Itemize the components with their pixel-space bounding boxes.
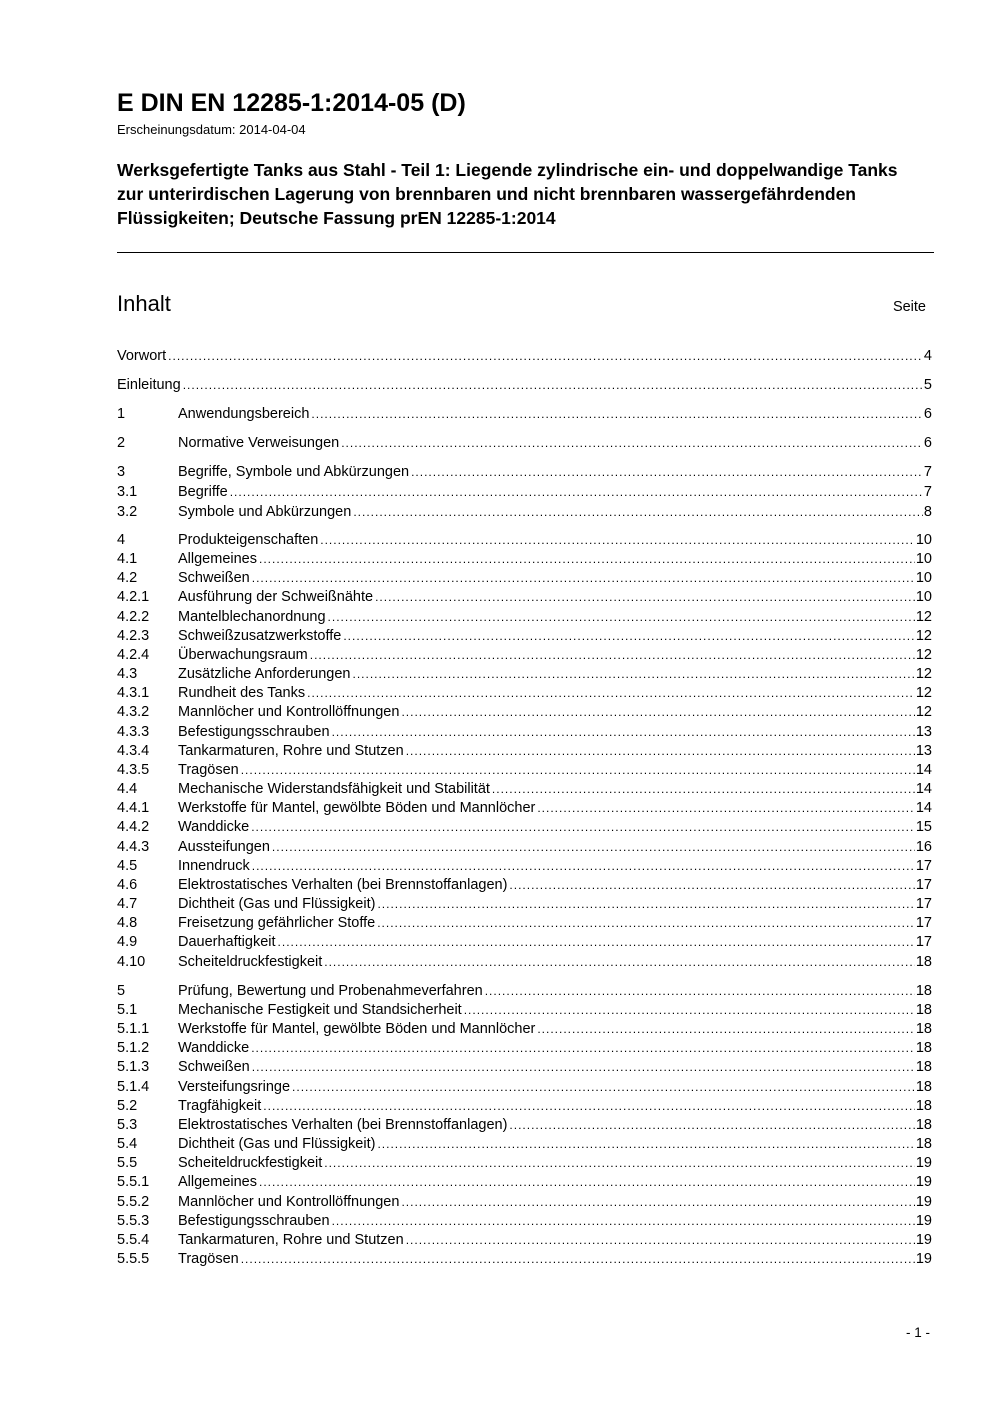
toc-entry-title: Scheiteldruckfestigkeit: [178, 1155, 323, 1171]
toc-entry-number: 4.2.1: [117, 589, 150, 605]
toc-entry-title: Ausführung der Schweißnähte: [178, 589, 374, 605]
toc-entry[interactable]: [117, 818, 932, 837]
toc-dot-leader: [375, 588, 915, 607]
toc-dot-leader: [343, 627, 915, 646]
toc-entry-number: 4.1: [117, 551, 138, 567]
toc-entry[interactable]: [117, 1135, 932, 1154]
toc-entry-title: Tragösen: [178, 762, 239, 778]
toc-entry[interactable]: [117, 780, 932, 799]
toc-entry[interactable]: [117, 857, 932, 876]
toc-entry[interactable]: [117, 838, 932, 857]
toc-entry-number: 1: [117, 406, 126, 422]
toc-entry-number: 4.2.3: [117, 628, 150, 644]
toc-dot-leader: [241, 1250, 915, 1269]
toc-entry-page: 7: [923, 464, 932, 480]
title-divider: [117, 252, 934, 253]
toc-dot-leader: [252, 569, 915, 588]
toc-entry[interactable]: [117, 895, 932, 914]
toc-entry-number: 4.2: [117, 570, 138, 586]
toc-entry-number: 4.6: [117, 877, 138, 893]
toc-dot-leader: [320, 531, 915, 550]
toc-entry-number: 4.2.4: [117, 647, 150, 663]
toc-entry-page: 18: [915, 1021, 932, 1037]
toc-entry-page: 12: [915, 704, 932, 720]
toc-entry-title: Tragösen: [178, 1251, 239, 1267]
toc-dot-leader: [328, 608, 915, 627]
toc-entry-page: 19: [915, 1155, 932, 1171]
toc-entry-title: Dauerhaftigkeit: [178, 934, 276, 950]
toc-dot-leader: [411, 463, 923, 482]
toc-entry-title: Wanddicke: [178, 819, 250, 835]
toc-entry-title: Aussteifungen: [178, 839, 270, 855]
toc-entry-page: 12: [915, 609, 932, 625]
toc-entry-page: 18: [915, 983, 932, 999]
toc-entry-number: 5.1.4: [117, 1079, 150, 1095]
toc-page-column-label: Seite: [892, 299, 926, 315]
toc-entry[interactable]: [117, 463, 932, 482]
toc-entry-page: 19: [915, 1194, 932, 1210]
toc-entry-title: Schweißen: [178, 570, 250, 586]
toc-entry-page: 18: [915, 1098, 932, 1114]
toc-entry-number: 4.3.5: [117, 762, 150, 778]
toc-entry[interactable]: [117, 531, 932, 550]
toc-entry-page: 13: [915, 743, 932, 759]
toc-entry[interactable]: [117, 953, 932, 972]
toc-entry-title: Begriffe: [178, 484, 228, 500]
toc-entry-title: Mechanische Festigkeit und Standsicherheit: [178, 1002, 462, 1018]
toc-entry-title: Werkstoffe für Mantel, gewölbte Böden und Mannlöcher: [178, 1021, 536, 1037]
toc-entry-number: 4.3.3: [117, 724, 150, 740]
toc-entry-title: Prüfung, Bewertung und Probenahmeverfahren: [178, 983, 483, 999]
toc-entry-number: 5.5.3: [117, 1213, 150, 1229]
toc-entry-number: 5.5.1: [117, 1174, 150, 1190]
toc-entry[interactable]: [117, 684, 932, 703]
toc-entry-number: 4.9: [117, 934, 138, 950]
toc-entry-page: 18: [915, 1136, 932, 1152]
toc-dot-leader: [377, 1135, 914, 1154]
toc-dot-leader: [353, 665, 915, 684]
toc-dot-leader: [341, 434, 923, 453]
toc-entry-page: 6: [923, 435, 932, 451]
toc-entry-page: 10: [915, 551, 932, 567]
toc-entry-title: Allgemeines: [178, 551, 257, 567]
toc-entry-number: 3.2: [117, 504, 138, 520]
toc-entry-title: Tankarmaturen, Rohre und Stutzen: [178, 1232, 404, 1248]
toc-entry[interactable]: [117, 1097, 932, 1116]
toc-entry-page: 5: [923, 377, 932, 393]
toc-entry-number: 5.5.5: [117, 1251, 150, 1267]
toc-entry-page: 13: [915, 724, 932, 740]
toc-entry[interactable]: [117, 405, 932, 424]
toc-entry[interactable]: [117, 503, 932, 522]
toc-entry-page: 12: [915, 628, 932, 644]
toc-entry[interactable]: [117, 1250, 932, 1269]
toc-dot-leader: [509, 1116, 914, 1135]
document-title: Werksgefertigte Tanks aus Stahl - Teil 1: Liegende zylindrische ein- und doppelwandige Tanks zur unterirdischen Lagerung von brennbaren und nicht brennbaren wassergefährdenden Flüssigkeiten; Deutsche Fassung prEN 12285-1:2014: [117, 160, 898, 228]
toc-entry[interactable]: [117, 376, 932, 395]
toc-dot-leader: [272, 838, 915, 857]
toc-entry-page: 17: [915, 915, 932, 931]
toc-entry-number: 5.5.4: [117, 1232, 150, 1248]
toc-dot-leader: [406, 742, 915, 761]
toc-entry-page: 17: [915, 877, 932, 893]
toc-dot-leader: [406, 1231, 915, 1250]
toc-entry[interactable]: [117, 588, 932, 607]
toc-entry-number: 5.4: [117, 1136, 138, 1152]
toc-entry-page: 14: [915, 781, 932, 797]
toc-entry-page: 18: [915, 1059, 932, 1075]
toc-entry-title: Vorwort: [117, 348, 167, 364]
toc-dot-leader: [509, 876, 914, 895]
toc-dot-leader: [263, 1097, 915, 1116]
toc-dot-leader: [168, 347, 923, 366]
toc-entry-title: Versteifungsringe: [178, 1079, 291, 1095]
toc-dot-leader: [324, 953, 915, 972]
toc-entry-page: 18: [915, 954, 932, 970]
toc-entry-number: 4.2.2: [117, 609, 150, 625]
toc-entry[interactable]: [117, 914, 932, 933]
toc-entry-number: 4.3.1: [117, 685, 150, 701]
toc-entry-number: 5.1.2: [117, 1040, 150, 1056]
toc-entry-page: 19: [915, 1251, 932, 1267]
toc-entry-title: Scheiteldruckfestigkeit: [178, 954, 323, 970]
toc-entry-number: 4.10: [117, 954, 146, 970]
toc-entry-number: 4.3.2: [117, 704, 150, 720]
toc-entry-number: 4.7: [117, 896, 138, 912]
toc-entry-title: Mannlöcher und Kontrollöffnungen: [178, 704, 400, 720]
toc-dot-leader: [251, 1039, 915, 1058]
toc-entry-title: Überwachungsraum: [178, 647, 308, 663]
document-id: E DIN EN 12285-1:2014-05 (D): [117, 89, 466, 117]
toc-entry-title: Einleitung: [117, 377, 181, 393]
toc-entry-page: 12: [915, 685, 932, 701]
toc-entry-number: 4: [117, 532, 126, 548]
toc-dot-leader: [485, 982, 915, 1001]
toc-entry-number: 4.4: [117, 781, 138, 797]
toc-entry[interactable]: [117, 483, 932, 502]
toc-entry-title: Rundheit des Tanks: [178, 685, 306, 701]
toc-entry-number: 5: [117, 983, 126, 999]
toc-entry-number: 4.4.1: [117, 800, 150, 816]
toc-entry-title: Tragfähigkeit: [178, 1098, 262, 1114]
toc-entry-number: 3.1: [117, 484, 138, 500]
toc-entry[interactable]: [117, 1039, 932, 1058]
toc-entry-page: 7: [923, 484, 932, 500]
toc-entry-page: 19: [915, 1232, 932, 1248]
toc-dot-leader: [311, 405, 923, 424]
toc-dot-leader: [377, 914, 915, 933]
toc-dot-leader: [332, 1212, 915, 1231]
toc-entry-title: Dichtheit (Gas und Flüssigkeit): [178, 1136, 376, 1152]
toc-entry[interactable]: [117, 434, 932, 453]
toc-entry[interactable]: [117, 799, 932, 818]
toc-entry-title: Normative Verweisungen: [178, 435, 340, 451]
toc-dot-leader: [353, 503, 923, 522]
toc-entry[interactable]: [117, 1173, 932, 1192]
toc-entry[interactable]: [117, 703, 932, 722]
toc-entry-number: 4.4.3: [117, 839, 150, 855]
toc-entry[interactable]: [117, 1154, 932, 1173]
toc-entry[interactable]: [117, 876, 932, 895]
toc-dot-leader: [377, 895, 914, 914]
toc-entry[interactable]: [117, 1212, 932, 1231]
toc-dot-leader: [537, 799, 915, 818]
toc-entry-page: 16: [915, 839, 932, 855]
toc-entry-number: 4.5: [117, 858, 138, 874]
toc-entry-page: 4: [923, 348, 932, 364]
toc-dot-leader: [230, 483, 923, 502]
toc-entry[interactable]: [117, 1020, 932, 1039]
toc-entry-title: Zusätzliche Anforderungen: [178, 666, 351, 682]
toc-entry-page: 8: [923, 504, 932, 520]
toc-entry-title: Werkstoffe für Mantel, gewölbte Böden und Mannlöcher: [178, 800, 536, 816]
publication-date: Erscheinungsdatum: 2014-04-04: [117, 122, 306, 137]
toc-entry[interactable]: [117, 1116, 932, 1135]
toc-entry-number: 4.3.4: [117, 743, 150, 759]
toc-entry-title: Schweißzusatzwerkstoffe: [178, 628, 342, 644]
toc-entry-number: 2: [117, 435, 126, 451]
toc-entry-title: Dichtheit (Gas und Flüssigkeit): [178, 896, 376, 912]
toc-dot-leader: [324, 1154, 915, 1173]
toc-entry-number: 4.8: [117, 915, 138, 931]
toc-entry-page: 18: [915, 1079, 932, 1095]
toc-dot-leader: [401, 1193, 914, 1212]
toc-dot-leader: [252, 1058, 915, 1077]
toc-entry-page: 6: [923, 406, 932, 422]
toc-entry-number: 3: [117, 464, 126, 480]
toc-entry-title: Mechanische Widerstandsfähigkeit und Stabilität: [178, 781, 490, 797]
toc-entry[interactable]: [117, 665, 932, 684]
toc-entry-page: 12: [915, 666, 932, 682]
toc-entry[interactable]: [117, 1001, 932, 1020]
toc-entry-title: Tankarmaturen, Rohre und Stutzen: [178, 743, 404, 759]
toc-entry-title: Elektrostatisches Verhalten (bei Brennstoffanlagen): [178, 1117, 508, 1133]
toc-entry-title: Befestigungsschrauben: [178, 1213, 330, 1229]
toc-dot-leader: [292, 1078, 915, 1097]
toc-dot-leader: [251, 818, 915, 837]
toc-entry-title: Mannlöcher und Kontrollöffnungen: [178, 1194, 400, 1210]
toc-dot-leader: [241, 761, 915, 780]
toc-entry-page: 10: [915, 570, 932, 586]
toc-entry-title: Schweißen: [178, 1059, 250, 1075]
toc-dot-leader: [492, 780, 915, 799]
toc-dot-leader: [401, 703, 914, 722]
toc-entry-page: 18: [915, 1002, 932, 1018]
toc-dot-leader: [464, 1001, 915, 1020]
toc-entry-number: 4.3: [117, 666, 138, 682]
toc-entry-page: 17: [915, 858, 932, 874]
toc-entry-number: 5.1.3: [117, 1059, 150, 1075]
toc-entry-number: 4.4.2: [117, 819, 150, 835]
toc-entry-number: 5.3: [117, 1117, 138, 1133]
toc-entry-page: 17: [915, 896, 932, 912]
footer-page-number: - 1 -: [905, 1325, 930, 1340]
toc-entry-page: 14: [915, 800, 932, 816]
toc-entry-page: 10: [915, 532, 932, 548]
toc-dot-leader: [310, 646, 915, 665]
toc-heading: Inhalt: [117, 291, 171, 316]
toc-entry-title: Innendruck: [178, 858, 250, 874]
toc-entry-page: 12: [915, 647, 932, 663]
toc-entry[interactable]: [117, 347, 932, 366]
toc-dot-leader: [252, 857, 915, 876]
toc-dot-leader: [183, 376, 923, 395]
toc-dot-leader: [259, 550, 915, 569]
toc-entry[interactable]: [117, 1078, 932, 1097]
toc-entry[interactable]: [117, 761, 932, 780]
toc-entry[interactable]: [117, 627, 932, 646]
toc-entry-number: 5.1.1: [117, 1021, 150, 1037]
toc-entry-page: 10: [915, 589, 932, 605]
toc-entry-title: Elektrostatisches Verhalten (bei Brennstoffanlagen): [178, 877, 508, 893]
toc-dot-leader: [307, 684, 915, 703]
toc-dot-leader: [278, 933, 915, 952]
toc-entry-number: 5.1: [117, 1002, 138, 1018]
toc-entry[interactable]: [117, 1058, 932, 1077]
toc-entry-title: Befestigungsschrauben: [178, 724, 330, 740]
toc-entry[interactable]: [117, 646, 932, 665]
toc-entry-page: 18: [915, 1040, 932, 1056]
toc-entry-title: Allgemeines: [178, 1174, 257, 1190]
toc-dot-leader: [537, 1020, 915, 1039]
toc-entry-page: 15: [915, 819, 932, 835]
toc-entry-number: 5.2: [117, 1098, 138, 1114]
toc-entry-page: 19: [915, 1213, 932, 1229]
toc-dot-leader: [332, 723, 915, 742]
toc-entry[interactable]: [117, 742, 932, 761]
toc-entry-page: 19: [915, 1174, 932, 1190]
toc-entry-title: Begriffe, Symbole und Abkürzungen: [178, 464, 410, 480]
toc-entry-title: Produkteigenschaften: [178, 532, 319, 548]
toc-entry-number: 5.5: [117, 1155, 138, 1171]
toc-entry-title: Symbole und Abkürzungen: [178, 504, 352, 520]
toc-entry[interactable]: [117, 608, 932, 627]
toc-entry[interactable]: [117, 723, 932, 742]
toc-entry-page: 14: [915, 762, 932, 778]
toc-entry[interactable]: [117, 933, 932, 952]
toc-entry-title: Wanddicke: [178, 1040, 250, 1056]
toc-entry[interactable]: [117, 1231, 932, 1250]
toc-entry[interactable]: [117, 550, 932, 569]
toc-entry-page: 17: [915, 934, 932, 950]
toc-entry[interactable]: [117, 569, 932, 588]
toc-entry[interactable]: [117, 1193, 932, 1212]
toc-entry-page: 18: [915, 1117, 932, 1133]
toc-entry-title: Anwendungsbereich: [178, 406, 310, 422]
toc-entry[interactable]: [117, 982, 932, 1001]
toc-entry-title: Freisetzung gefährlicher Stoffe: [178, 915, 376, 931]
toc-entry-number: 5.5.2: [117, 1194, 150, 1210]
toc-dot-leader: [259, 1173, 915, 1192]
toc-entry-title: Mantelblechanordnung: [178, 609, 326, 625]
